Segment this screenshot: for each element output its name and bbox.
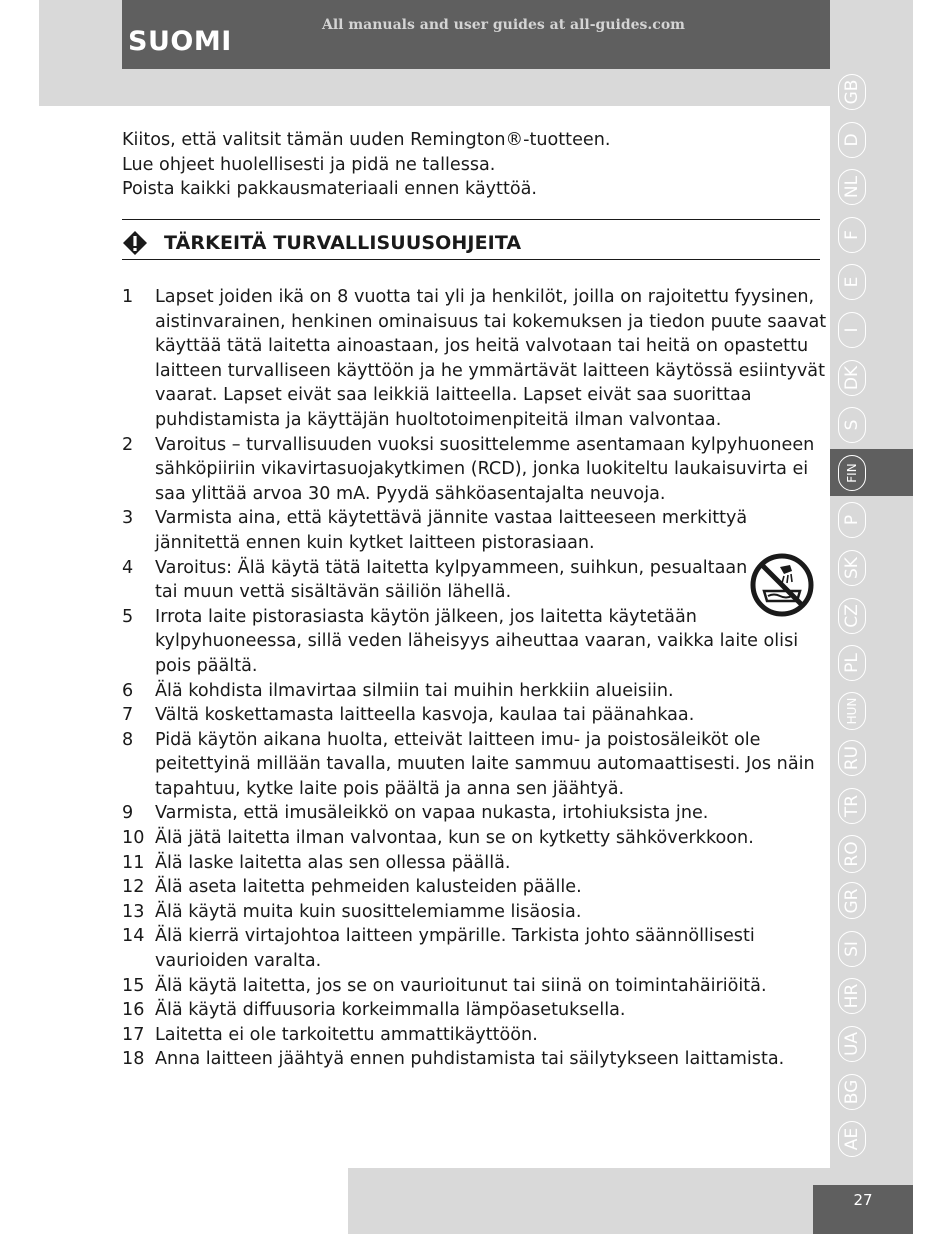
- language-code-label: TR: [838, 788, 866, 824]
- list-item-number: 4: [122, 557, 134, 578]
- list-item-number: 11: [122, 852, 145, 873]
- list-item-text: [155, 875, 582, 900]
- language-code-label: BG: [838, 1073, 866, 1110]
- list-item-line: Varmista aina, että käytettävä jännite vastaa laitteeseen merkittyä: [155, 508, 748, 529]
- list-item-line: saa ylittää arvoa 30 mA. Pyydä sähköasentajalta neuvoja.: [155, 483, 666, 504]
- list-item-number: 14: [122, 926, 145, 947]
- list-item-text: [155, 851, 510, 876]
- section-heading: [122, 228, 820, 258]
- list-item-line: kylpyhuoneessa, sillä veden läheisyys aiheuttaa vaaran, vaikka laite olisi: [155, 631, 799, 652]
- language-tab-s[interactable]: [830, 402, 874, 449]
- list-item-line: Laitetta ei ole tarkoitettu ammattikäyttöön.: [155, 1024, 538, 1045]
- list-item: [122, 556, 822, 605]
- list-item-number: 13: [122, 901, 145, 922]
- list-item: [122, 924, 822, 973]
- language-code-label: I: [838, 312, 866, 348]
- list-item-number: 7: [122, 705, 134, 726]
- intro-line: Lue ohjeet huolellisesti ja pidä ne tallessa.: [122, 154, 496, 175]
- list-item-text: [155, 556, 747, 605]
- language-code-label: D: [838, 122, 866, 158]
- list-item-number: 6: [122, 680, 134, 701]
- language-code-label: E: [838, 264, 866, 300]
- language-code-label: S: [838, 407, 866, 443]
- list-item: [122, 801, 822, 826]
- list-item-text: [155, 605, 798, 679]
- language-tab-hun[interactable]: [830, 687, 874, 734]
- list-item: [122, 826, 822, 851]
- watermark-text: All manuals and user guides at all-guides.com: [322, 17, 685, 33]
- language-tab-nl[interactable]: [830, 164, 874, 211]
- list-item-line: Älä laske laitetta alas sen ollessa päällä.: [155, 852, 511, 873]
- language-sidebar: [830, 79, 913, 1168]
- list-item: [122, 998, 822, 1023]
- list-item-text: [155, 924, 755, 973]
- list-item: [122, 1047, 822, 1072]
- language-code-label: FIN: [838, 455, 866, 491]
- list-item-text: [155, 433, 814, 507]
- language-code-label: UA: [838, 1026, 866, 1062]
- warning-diamond-icon: [122, 230, 148, 256]
- list-item-text: [155, 1023, 538, 1048]
- list-item-number: 8: [122, 729, 134, 750]
- list-item-text: [155, 285, 826, 433]
- list-item-line: tai muun vettä sisältävän säiliön lähellä.: [155, 582, 512, 603]
- list-item-number: 2: [122, 434, 134, 455]
- language-tab-ua[interactable]: [830, 1021, 874, 1068]
- section-title: TÄRKEITÄ TURVALLISUUSOHJEITA: [164, 232, 522, 254]
- language-code-label: F: [838, 217, 866, 253]
- list-item: [122, 679, 822, 704]
- list-item-text: [155, 1047, 784, 1072]
- language-tab-gb[interactable]: [830, 69, 874, 116]
- language-tab-tr[interactable]: [830, 783, 874, 830]
- language-tab-ru[interactable]: [830, 735, 874, 782]
- language-code-label: CZ: [838, 598, 866, 634]
- list-item-line: Älä käytä laitetta, jos se on vaurioitunut tai siinä on toimintahäiriöitä.: [155, 975, 767, 996]
- list-item-line: Älä aseta laitetta pehmeiden kalusteiden päälle.: [155, 877, 582, 898]
- list-item-line: Varoitus – turvallisuuden vuoksi suosittelemme asentamaan kylpyhuoneen: [155, 434, 815, 455]
- list-item: [122, 285, 827, 433]
- page-number: 27: [853, 1191, 873, 1209]
- list-item-number: 10: [122, 828, 145, 849]
- list-item-number: 9: [122, 803, 134, 824]
- list-item: [122, 605, 822, 679]
- list-item-line: tapahtuu, kytke laite pois päältä ja anna sen jäähtyä.: [155, 778, 625, 799]
- language-code-label: RU: [838, 740, 866, 776]
- language-code-label: NL: [838, 169, 866, 205]
- list-item: [122, 1023, 822, 1048]
- language-code-label: SK: [838, 550, 866, 586]
- language-tab-gr[interactable]: [830, 878, 874, 925]
- list-item-number: 12: [122, 877, 145, 898]
- language-tab-sk[interactable]: [830, 545, 874, 592]
- list-item-line: puhdistamista ja käyttäjän huoltotoimenpiteitä ilman valvontaa.: [155, 409, 722, 430]
- language-tab-p[interactable]: [830, 497, 874, 544]
- language-code-label: P: [838, 502, 866, 538]
- list-item: [122, 433, 822, 507]
- language-tab-d[interactable]: [830, 116, 874, 163]
- list-item-line: vaarat. Lapset eivät saa leikkiä laitteella. Lapset eivät saa suorittaa: [155, 385, 752, 406]
- intro-text: [122, 128, 812, 202]
- list-item: [122, 728, 822, 802]
- language-tab-bg[interactable]: [830, 1068, 874, 1115]
- list-item-number: 16: [122, 1000, 145, 1021]
- list-item-line: Älä kierrä virtajohtoa laitteen ympärille. Tarkista johto säännöllisesti: [155, 926, 755, 947]
- list-item-line: Pidä käytön aikana huolta, etteivät laitteen imu- ja poistosäleiköt ole: [155, 729, 761, 750]
- list-item-text: [155, 703, 694, 728]
- list-item-text: [155, 679, 674, 704]
- heading-bottom-rule: [122, 259, 820, 260]
- list-item-number: 3: [122, 508, 134, 529]
- list-item-text: [155, 801, 708, 826]
- list-item-line: Älä kohdista ilmavirtaa silmiin tai muihin herkkiin alueisiin.: [155, 680, 674, 701]
- list-item-text: [155, 826, 754, 851]
- heading-top-rule: [122, 219, 820, 220]
- list-item-number: 18: [122, 1049, 145, 1070]
- language-tab-dk[interactable]: [830, 354, 874, 401]
- language-code-label: HUN: [838, 691, 866, 730]
- list-item-line: sähköpiiriin vikavirtasuojakytkimen (RCD), jonka luokiteltu laukaisuvirta ei: [155, 459, 809, 480]
- intro-line: Poista kaikki pakkausmateriaali ennen käyttöä.: [122, 179, 537, 200]
- language-code-label: HR: [838, 978, 866, 1015]
- language-tab-ro[interactable]: [830, 830, 874, 877]
- language-code-label: PL: [838, 645, 866, 681]
- list-item-line: käyttää tätä laitetta ainoastaan, jos heitä valvotaan tai heitä on opastettu: [155, 336, 809, 357]
- language-code-label: SI: [838, 931, 866, 967]
- list-item-line: Älä käytä diffuusoria korkeimmalla lämpöasetuksella.: [155, 1000, 626, 1021]
- list-item-line: Varmista, että imusäleikkö on vapaa nukasta, irtohiuksista jne.: [155, 803, 709, 824]
- list-item-number: 5: [122, 606, 134, 627]
- language-tab-cz[interactable]: [830, 592, 874, 639]
- list-item: [122, 974, 822, 999]
- list-item-line: jännitettä ennen kuin kytket laitteen pistorasiaan.: [155, 532, 595, 553]
- list-item-number: 15: [122, 975, 145, 996]
- language-code-label: RO: [838, 835, 866, 872]
- list-item-number: 17: [122, 1024, 145, 1045]
- language-code-label: GR: [838, 883, 866, 920]
- language-tab-pl[interactable]: [830, 640, 874, 687]
- language-code-label: DK: [838, 359, 866, 395]
- list-item-line: Älä jätä laitetta ilman valvontaa, kun se on kytketty sähköverkkoon.: [155, 828, 754, 849]
- list-item-line: Vältä koskettamasta laitteella kasvoja, kaulaa tai päänahkaa.: [155, 705, 695, 726]
- list-item-line: aistinvarainen, henkinen ominaisuus tai kokemuksen ja tiedon puute saavat: [155, 311, 827, 332]
- list-item: [122, 703, 822, 728]
- page-number-box: [813, 1185, 913, 1234]
- list-item-line: Irrota laite pistorasiasta käytön jälkeen, jos laitetta käytetään: [155, 606, 697, 627]
- list-item-line: peitettyinä millään tavalla, muuten laite sammuu automaattisesti. Jos näin: [155, 754, 815, 775]
- language-tab-si[interactable]: [830, 925, 874, 972]
- list-item-line: Anna laitteen jäähtyä ennen puhdistamista tai säilytykseen laittamista.: [155, 1049, 785, 1070]
- safety-instructions-list: [122, 285, 827, 1072]
- language-tab-f[interactable]: [830, 211, 874, 258]
- list-item-line: Lapset joiden ikä on 8 vuotta tai yli ja henkilöt, joilla on rajoitettu fyysinen,: [155, 287, 815, 307]
- intro-line: Kiitos, että valitsit tämän uuden Remington®-tuotteen.: [122, 130, 611, 150]
- page-title: SUOMI: [128, 26, 232, 57]
- list-item: [122, 900, 822, 925]
- language-tab-e[interactable]: [830, 259, 874, 306]
- list-item-line: Varoitus: Älä käytä tätä laitetta kylpyammeen, suihkun, pesualtaan: [155, 557, 748, 578]
- list-item-text: [155, 506, 747, 555]
- list-item-text: [155, 728, 815, 802]
- no-bath-shower-icon: [750, 553, 814, 617]
- language-tab-hr[interactable]: [830, 973, 874, 1020]
- list-item-text: [155, 998, 625, 1023]
- header-bar: [122, 0, 830, 69]
- list-item-text: [155, 900, 581, 925]
- list-item-line: Älä käytä muita kuin suosittelemiamme lisäosia.: [155, 901, 582, 922]
- list-item-line: vaurioiden varalta.: [155, 951, 322, 972]
- list-item-line: laitteen turvalliseen käyttöön ja he ymmärtävät laitteen käytössä esiintyvät: [155, 360, 825, 381]
- list-item: [122, 851, 822, 876]
- list-item: [122, 506, 822, 555]
- list-item: [122, 875, 822, 900]
- language-tab-ae[interactable]: [830, 1116, 874, 1163]
- language-tab-fin[interactable]: [830, 449, 913, 496]
- language-code-label: AE: [838, 1121, 866, 1157]
- list-item-number: 1: [122, 287, 134, 307]
- list-item-line: pois päältä.: [155, 655, 258, 676]
- list-item-text: [155, 974, 767, 999]
- language-code-label: GB: [838, 74, 866, 111]
- language-tab-i[interactable]: [830, 307, 874, 354]
